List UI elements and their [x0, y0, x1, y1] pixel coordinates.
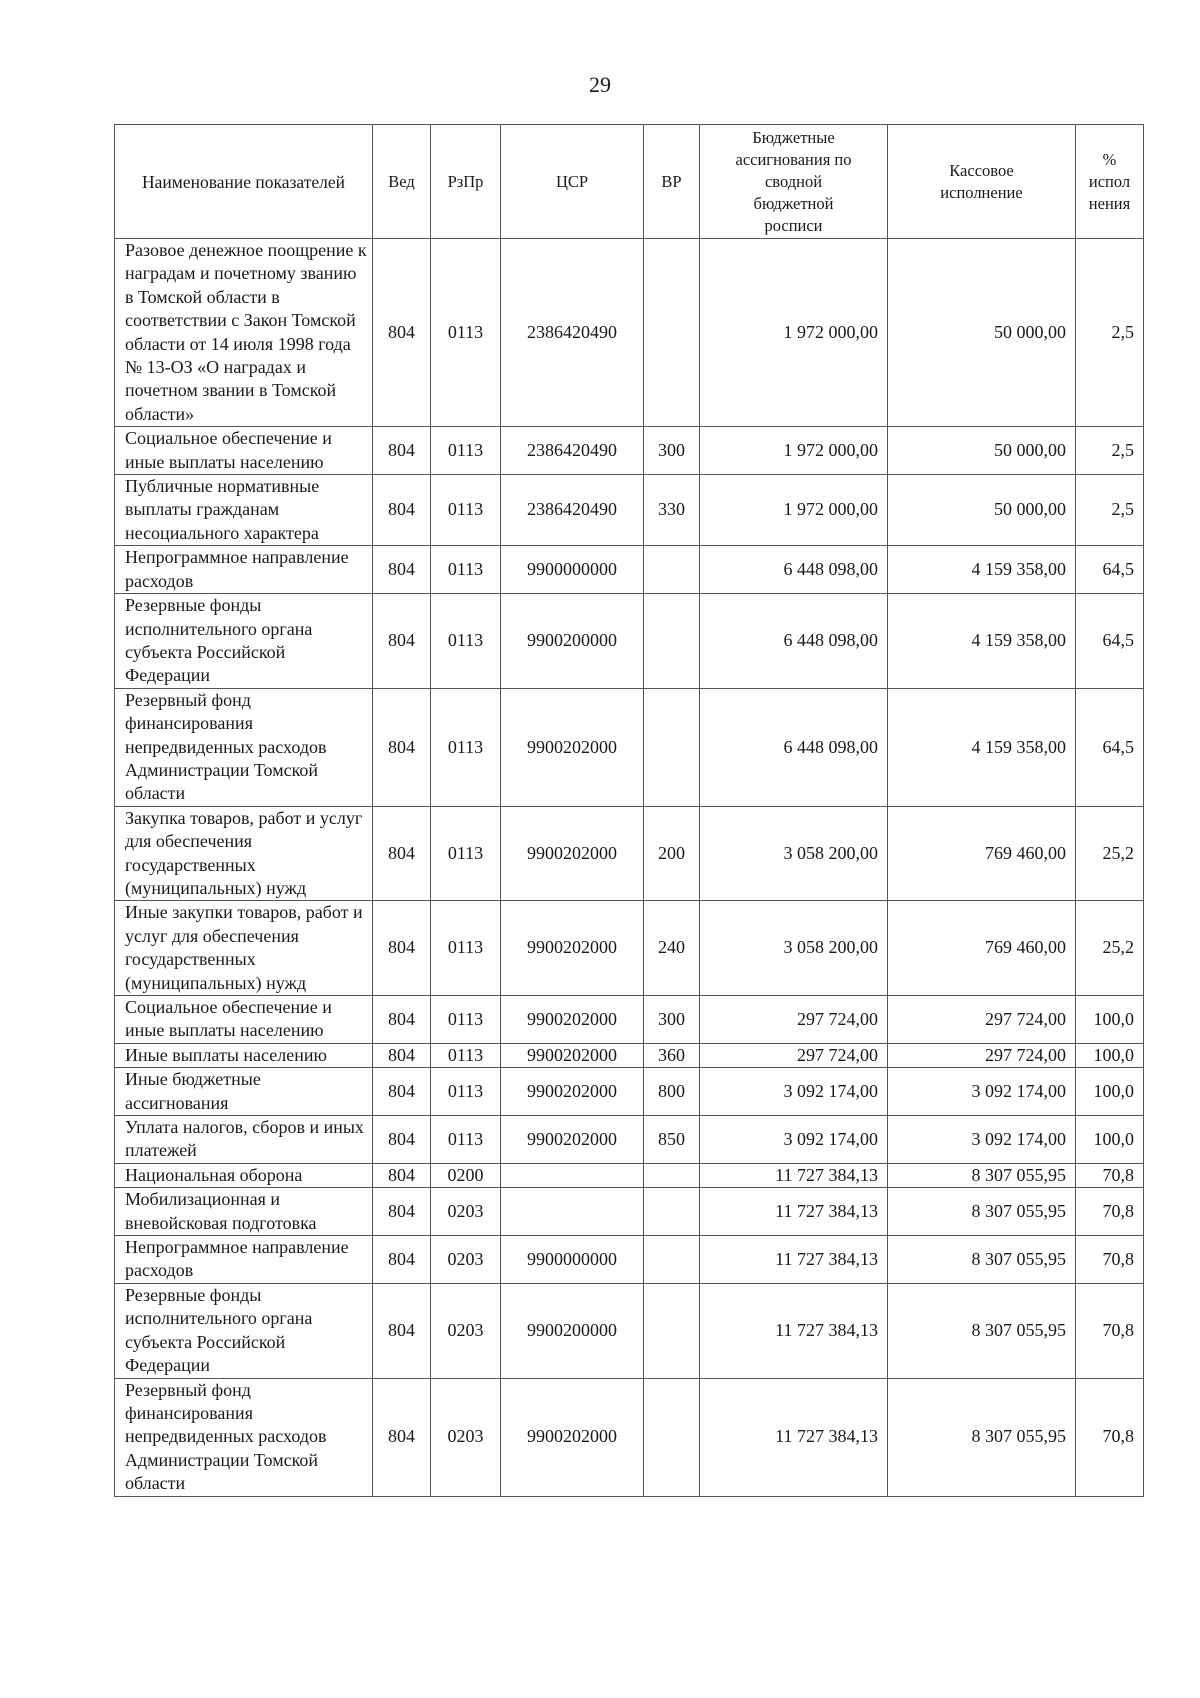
cell-rzpr: 0203: [431, 1378, 501, 1496]
cell-name: Иные выплаты населению: [115, 1043, 373, 1067]
table-body: [115, 239, 1144, 1497]
cell-vr: [644, 1236, 700, 1284]
table-row: [115, 1283, 1144, 1378]
cell-name: Резервный фонд финансирования непредвиденных расходов Администрации Томской области: [115, 688, 373, 806]
header-cash-line: исполнение: [940, 182, 1023, 202]
cell-ved: 804: [373, 996, 431, 1044]
cell-rzpr: 0113: [431, 239, 501, 427]
cell-percent: 70,8: [1076, 1283, 1144, 1378]
cell-rzpr: 0113: [431, 901, 501, 996]
table-row: [115, 806, 1144, 901]
cell-rzpr: 0113: [431, 546, 501, 594]
table-row: [115, 996, 1144, 1044]
header-budget-line: ассигнования по: [735, 149, 852, 169]
cell-csr: 9900202000: [501, 1378, 644, 1496]
header-cash: [888, 125, 1076, 239]
cell-budget: 297 724,00: [700, 1043, 888, 1067]
cell-cash: 4 159 358,00: [888, 546, 1076, 594]
cell-cash: 3 092 174,00: [888, 1116, 1076, 1164]
cell-name: Непрограммное направление расходов: [115, 1236, 373, 1284]
cell-name: Социальное обеспечение и иные выплаты населению: [115, 996, 373, 1044]
cell-budget: 1 972 000,00: [700, 239, 888, 427]
cell-budget: 6 448 098,00: [700, 546, 888, 594]
cell-ved: 804: [373, 901, 431, 996]
table-row: [115, 546, 1144, 594]
cell-budget: 1 972 000,00: [700, 427, 888, 475]
cell-name: Разовое денежное поощрение к наградам и почетному званию в Томской области в соответствии с Закон Томской области от 14 июля 1998 года № 13-ОЗ «О наградах и почетном звании в Томской области»: [115, 239, 373, 427]
header-budget-line: росписи: [764, 215, 823, 235]
header-budget: [700, 125, 888, 239]
cell-percent: 70,8: [1076, 1188, 1144, 1236]
table-row: [115, 239, 1144, 427]
cell-percent: 25,2: [1076, 901, 1144, 996]
header-vr: ВР: [644, 125, 700, 239]
cell-cash: 8 307 055,95: [888, 1188, 1076, 1236]
cell-csr: 9900202000: [501, 996, 644, 1044]
cell-budget: 1 972 000,00: [700, 475, 888, 546]
cell-budget: 11 727 384,13: [700, 1283, 888, 1378]
cell-ved: 804: [373, 1378, 431, 1496]
cell-rzpr: 0203: [431, 1188, 501, 1236]
cell-cash: 3 092 174,00: [888, 1068, 1076, 1116]
cell-vr: [644, 1378, 700, 1496]
cell-vr: 800: [644, 1068, 700, 1116]
cell-vr: 330: [644, 475, 700, 546]
cell-ved: 804: [373, 688, 431, 806]
cell-cash: 8 307 055,95: [888, 1236, 1076, 1284]
table-row: [115, 901, 1144, 996]
cell-ved: 804: [373, 1043, 431, 1067]
cell-rzpr: 0113: [431, 427, 501, 475]
cell-ved: 804: [373, 1116, 431, 1164]
table-row: [115, 1068, 1144, 1116]
cell-vr: [644, 594, 700, 689]
cell-cash: 50 000,00: [888, 427, 1076, 475]
cell-cash: 297 724,00: [888, 996, 1076, 1044]
cell-budget: 6 448 098,00: [700, 594, 888, 689]
cell-percent: 100,0: [1076, 996, 1144, 1044]
cell-cash: 4 159 358,00: [888, 594, 1076, 689]
cell-budget: 3 058 200,00: [700, 806, 888, 901]
cell-budget: 11 727 384,13: [700, 1188, 888, 1236]
cell-ved: 804: [373, 1163, 431, 1187]
cell-percent: 64,5: [1076, 688, 1144, 806]
cell-rzpr: 0203: [431, 1283, 501, 1378]
header-csr: ЦСР: [501, 125, 644, 239]
cell-ved: 804: [373, 546, 431, 594]
cell-percent: 70,8: [1076, 1378, 1144, 1496]
cell-ved: 804: [373, 1283, 431, 1378]
cell-percent: 100,0: [1076, 1043, 1144, 1067]
cell-csr: 9900202000: [501, 806, 644, 901]
header-budget-line: бюджетной: [753, 193, 834, 213]
header-name: Наименование показателей: [115, 125, 373, 239]
cell-ved: 804: [373, 427, 431, 475]
cell-csr: 9900202000: [501, 1043, 644, 1067]
cell-budget: 11 727 384,13: [700, 1378, 888, 1496]
cell-csr: 9900202000: [501, 901, 644, 996]
cell-name: Резервные фонды исполнительного органа субъекта Российской Федерации: [115, 1283, 373, 1378]
cell-csr: [501, 1188, 644, 1236]
cell-name: Мобилизационная и вневойсковая подготовка: [115, 1188, 373, 1236]
cell-percent: 100,0: [1076, 1116, 1144, 1164]
cell-name: Уплата налогов, сборов и иных платежей: [115, 1116, 373, 1164]
cell-csr: 9900202000: [501, 1068, 644, 1116]
cell-vr: 850: [644, 1116, 700, 1164]
cell-csr: 2386420490: [501, 427, 644, 475]
page-number: 29: [589, 72, 611, 97]
cell-percent: 2,5: [1076, 475, 1144, 546]
header-budget-line: сводной: [764, 171, 823, 191]
cell-name: Иные бюджетные ассигнования: [115, 1068, 373, 1116]
cell-vr: [644, 688, 700, 806]
cell-cash: 297 724,00: [888, 1043, 1076, 1067]
cell-csr: 2386420490: [501, 475, 644, 546]
cell-ved: 804: [373, 1188, 431, 1236]
cell-csr: 9900202000: [501, 1116, 644, 1164]
cell-csr: 9900000000: [501, 546, 644, 594]
cell-rzpr: 0113: [431, 594, 501, 689]
cell-cash: 8 307 055,95: [888, 1283, 1076, 1378]
cell-rzpr: 0113: [431, 475, 501, 546]
cell-rzpr: 0203: [431, 1236, 501, 1284]
cell-percent: 64,5: [1076, 546, 1144, 594]
cell-percent: 70,8: [1076, 1236, 1144, 1284]
table-row: [115, 427, 1144, 475]
cell-percent: 70,8: [1076, 1163, 1144, 1187]
table-row: [115, 1163, 1144, 1187]
cell-ved: 804: [373, 1236, 431, 1284]
cell-percent: 25,2: [1076, 806, 1144, 901]
table-header-row: [115, 125, 1144, 239]
cell-vr: 300: [644, 427, 700, 475]
cell-rzpr: 0113: [431, 1068, 501, 1116]
cell-vr: 240: [644, 901, 700, 996]
cell-cash: 50 000,00: [888, 239, 1076, 427]
cell-csr: 9900200000: [501, 594, 644, 689]
cell-rzpr: 0113: [431, 996, 501, 1044]
cell-ved: 804: [373, 239, 431, 427]
cell-ved: 804: [373, 1068, 431, 1116]
cell-rzpr: 0113: [431, 806, 501, 901]
cell-name: Иные закупки товаров, работ и услуг для обеспечения государственных (муниципальных) нужд: [115, 901, 373, 996]
cell-vr: [644, 239, 700, 427]
cell-cash: 769 460,00: [888, 901, 1076, 996]
budget-execution-table: [114, 124, 1144, 1497]
cell-vr: 360: [644, 1043, 700, 1067]
table-row: [115, 1378, 1144, 1496]
cell-cash: 50 000,00: [888, 475, 1076, 546]
cell-vr: 200: [644, 806, 700, 901]
cell-vr: [644, 546, 700, 594]
cell-csr: [501, 1163, 644, 1187]
header-percent-line: нения: [1088, 193, 1131, 213]
table-row: [115, 1236, 1144, 1284]
cell-budget: 6 448 098,00: [700, 688, 888, 806]
table-row: [115, 1116, 1144, 1164]
cell-ved: 804: [373, 594, 431, 689]
cell-csr: 9900000000: [501, 1236, 644, 1284]
cell-vr: 300: [644, 996, 700, 1044]
header-percent-line: %: [1102, 149, 1117, 169]
cell-name: Резервные фонды исполнительного органа субъекта Российской Федерации: [115, 594, 373, 689]
cell-name: Непрограммное направление расходов: [115, 546, 373, 594]
cell-cash: 8 307 055,95: [888, 1378, 1076, 1496]
cell-cash: 769 460,00: [888, 806, 1076, 901]
cell-name: Национальная оборона: [115, 1163, 373, 1187]
header-rzpr: РзПр: [431, 125, 501, 239]
cell-percent: 2,5: [1076, 239, 1144, 427]
table-row: [115, 594, 1144, 689]
table-row: [115, 688, 1144, 806]
header-cash-line: Кассовое: [949, 160, 1014, 180]
cell-csr: 2386420490: [501, 239, 644, 427]
cell-vr: [644, 1188, 700, 1236]
cell-budget: 297 724,00: [700, 996, 888, 1044]
cell-rzpr: 0113: [431, 688, 501, 806]
cell-budget: 3 058 200,00: [700, 901, 888, 996]
cell-budget: 11 727 384,13: [700, 1236, 888, 1284]
cell-vr: [644, 1283, 700, 1378]
header-ved: Вед: [373, 125, 431, 239]
cell-percent: 100,0: [1076, 1068, 1144, 1116]
table-row: [115, 1188, 1144, 1236]
cell-budget: 3 092 174,00: [700, 1116, 888, 1164]
header-percent: [1076, 125, 1144, 239]
table-row: [115, 1043, 1144, 1067]
header-percent-line: испол: [1088, 171, 1131, 191]
cell-budget: 11 727 384,13: [700, 1163, 888, 1187]
cell-rzpr: 0113: [431, 1043, 501, 1067]
cell-name: Публичные нормативные выплаты гражданам несоциального характера: [115, 475, 373, 546]
cell-csr: 9900200000: [501, 1283, 644, 1378]
cell-csr: 9900202000: [501, 688, 644, 806]
header-budget-line: Бюджетные: [752, 127, 835, 147]
cell-name: Резервный фонд финансирования непредвиденных расходов Администрации Томской области: [115, 1378, 373, 1496]
cell-percent: 64,5: [1076, 594, 1144, 689]
cell-vr: [644, 1163, 700, 1187]
cell-percent: 2,5: [1076, 427, 1144, 475]
table-row: [115, 475, 1144, 546]
cell-cash: 8 307 055,95: [888, 1163, 1076, 1187]
cell-rzpr: 0113: [431, 1116, 501, 1164]
cell-rzpr: 0200: [431, 1163, 501, 1187]
cell-name: Закупка товаров, работ и услуг для обеспечения государственных (муниципальных) нужд: [115, 806, 373, 901]
cell-name: Социальное обеспечение и иные выплаты населению: [115, 427, 373, 475]
cell-budget: 3 092 174,00: [700, 1068, 888, 1116]
cell-cash: 4 159 358,00: [888, 688, 1076, 806]
cell-ved: 804: [373, 475, 431, 546]
cell-ved: 804: [373, 806, 431, 901]
